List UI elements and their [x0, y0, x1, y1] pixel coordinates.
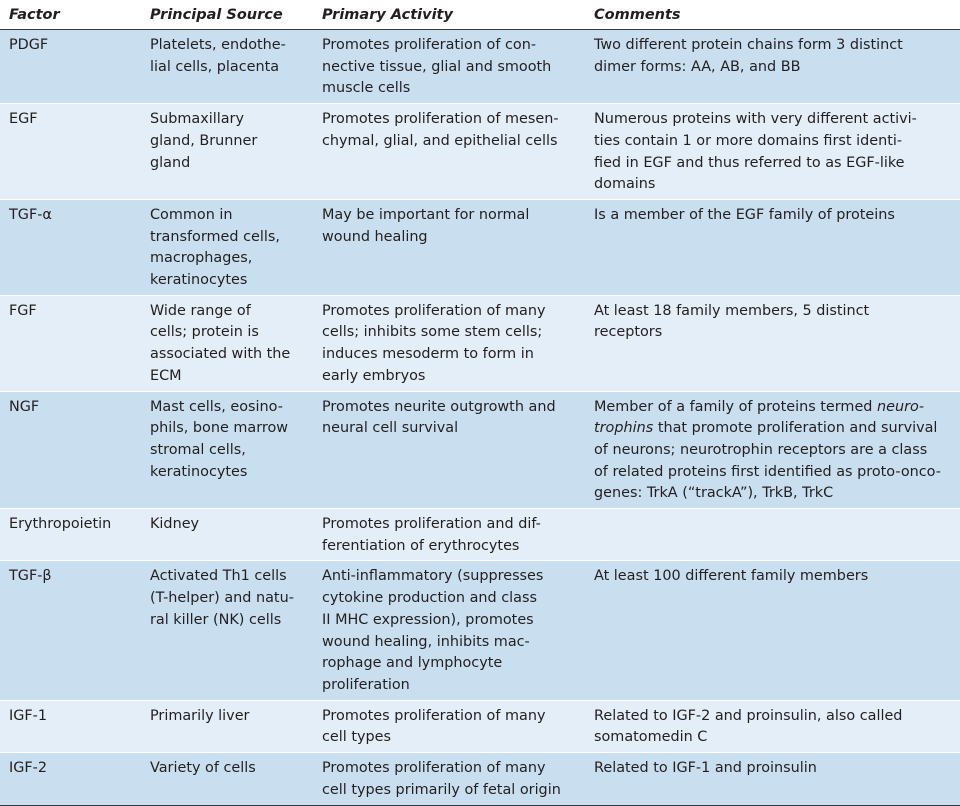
comments-cell: Related to IGF-1 and proinsulin	[585, 753, 960, 805]
comments-cell: At least 18 family members, 5 distinct receptors	[585, 295, 960, 391]
header-factor: Factor	[0, 0, 141, 30]
table-header	[0, 0, 960, 30]
comments-cell: Related to IGF-2 and proinsulin, also called somatomedin C	[585, 700, 960, 752]
factor-cell: PDGF	[0, 30, 141, 104]
source-cell: Kidney	[141, 509, 313, 561]
table-body	[0, 30, 960, 806]
source-cell: Submaxillary gland, Brunner gland	[141, 104, 313, 200]
source-cell: Primarily liver	[141, 700, 313, 752]
table-row	[0, 509, 960, 561]
activity-cell: Promotes proliferation of mesen- chymal, glial, and epithelial cells	[313, 104, 585, 200]
table-row	[0, 700, 960, 752]
table-row	[0, 199, 960, 295]
source-cell: Mast cells, eosino- phils, bone marrow stromal cells, keratinocytes	[141, 391, 313, 509]
source-cell: Wide range of cells; protein is associated with the ECM	[141, 295, 313, 391]
activity-cell: Promotes proliferation of many cell types	[313, 700, 585, 752]
activity-cell: Anti-inflammatory (suppresses cytokine production and class II MHC expression), promotes wound healing, inhibits mac- rophage and lymphocyte proliferation	[313, 561, 585, 700]
activity-cell: Promotes neurite outgrowth and neural cell survival	[313, 391, 585, 509]
comments-text: that promote proliferation and survival of neurons; neurotrophin receptors are a class of related proteins first identified as proto-onco- genes: TrkA (“trackA”), TrkB, TrkC	[594, 420, 941, 502]
source-cell: Activated Th1 cells (T-helper) and natu- ral killer (NK) cells	[141, 561, 313, 700]
comments-cell	[585, 391, 960, 509]
header-row	[0, 0, 960, 30]
comments-cell: Is a member of the EGF family of proteins	[585, 199, 960, 295]
comments-text: Member of a family of proteins termed	[594, 398, 878, 415]
activity-cell: Promotes proliferation of con- nective tissue, glial and smooth muscle cells	[313, 30, 585, 104]
activity-cell: Promotes proliferation of many cell types primarily of fetal origin	[313, 753, 585, 805]
factor-cell: IGF-2	[0, 753, 141, 805]
comments-italic-term: neuro- trophins	[594, 398, 925, 437]
activity-cell: Promotes proliferation and dif- ferentiation of erythrocytes	[313, 509, 585, 561]
comments-cell: Two different protein chains form 3 distinct dimer forms: AA, AB, and BB	[585, 30, 960, 104]
table-row	[0, 753, 960, 805]
table-row	[0, 104, 960, 200]
table-row	[0, 295, 960, 391]
comments-cell: Numerous proteins with very different activi- ties contain 1 or more domains first identi- fied in EGF and thus referred to as EGF-like domains	[585, 104, 960, 200]
factor-cell: FGF	[0, 295, 141, 391]
header-comments: Comments	[585, 0, 960, 30]
factor-cell: EGF	[0, 104, 141, 200]
factor-cell: IGF-1	[0, 700, 141, 752]
table-row	[0, 391, 960, 509]
factor-cell: Erythropoietin	[0, 509, 141, 561]
table-row	[0, 561, 960, 700]
source-cell: Common in transformed cells, macrophages, keratinocytes	[141, 199, 313, 295]
factor-cell: TGF-α	[0, 199, 141, 295]
header-primary-activity: Primary Activity	[313, 0, 585, 30]
factor-cell: TGF-β	[0, 561, 141, 700]
activity-cell: May be important for normal wound healing	[313, 199, 585, 295]
source-cell: Platelets, endothe- lial cells, placenta	[141, 30, 313, 104]
table-row	[0, 30, 960, 104]
factor-cell: NGF	[0, 391, 141, 509]
comments-cell	[585, 509, 960, 561]
header-principal-source: Principal Source	[141, 0, 313, 30]
source-cell: Variety of cells	[141, 753, 313, 805]
activity-cell: Promotes proliferation of many cells; inhibits some stem cells; induces mesoderm to form in early embryos	[313, 295, 585, 391]
comments-cell: At least 100 different family members	[585, 561, 960, 700]
